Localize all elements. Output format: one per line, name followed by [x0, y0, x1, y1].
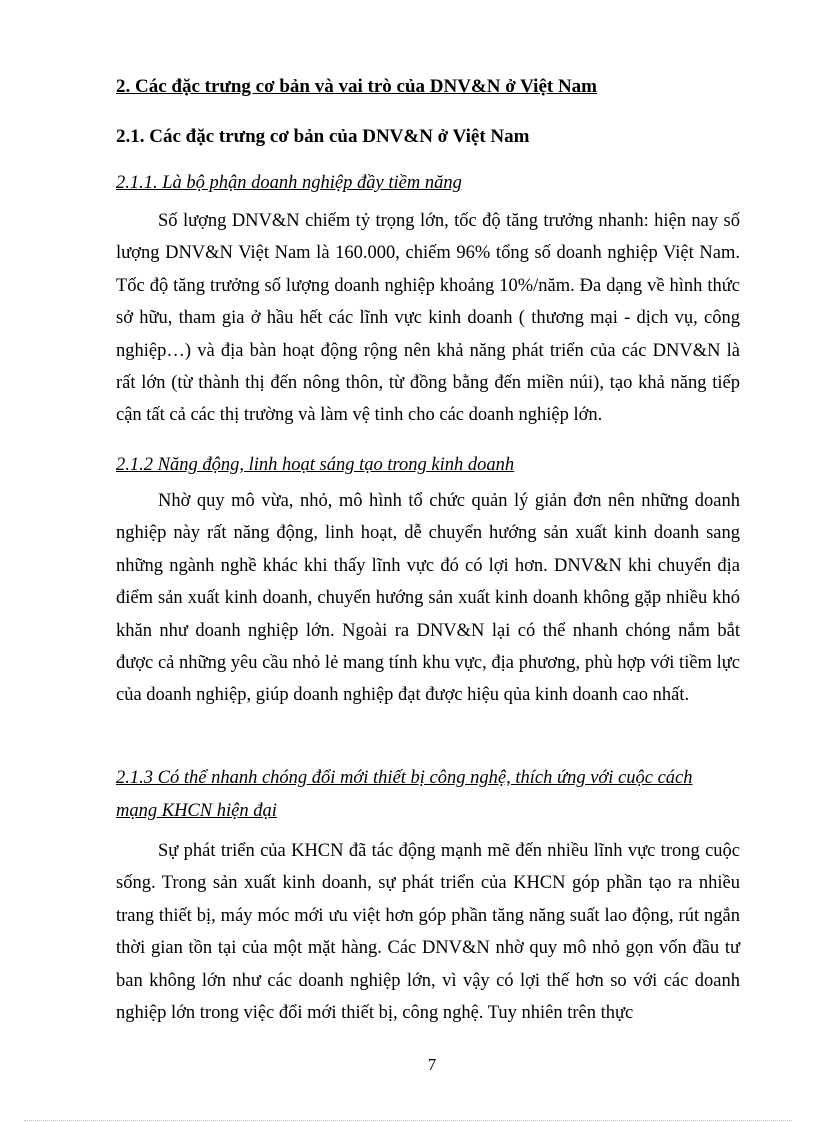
page-number: 7 [427, 1055, 437, 1074]
subsection-title-2-1-3-line1: 2.1.3 Có thể nhanh chóng đổi mới thiết bị công nghệ, thích ứng với cuộc cách [116, 768, 693, 788]
paragraph-2-1-2: Nhờ quy mô vừa, nhỏ, mô hình tổ chức quản lý giản đơn nên những doanh nghiệp này rất năng động, linh hoạt, dễ chuyển hướng sản xuất kinh doanh sang những ngành nghề khác khi thấy lĩnh vực đó có lợi hơn. DNV&N khi chuyển địa điểm sản xuất kinh doanh, chuyển hướng sản xuất kinh doanh không gặp nhiều khó khăn như doanh nghiệp lớn. Ngoài ra DNV&N lại có thể nhanh chóng nắm bắt được cả những yêu cầu nhỏ lẻ mang tính khu vực, địa phương, phù hợp với tiềm lực của doanh nghiệp, giúp doanh nghiệp đạt được hiệu qủa kinh doanh cao nhất. [116, 491, 740, 706]
subsection-title-2-1-1: 2.1.1. Là bộ phận doanh nghiệp đầy tiềm năng [116, 173, 462, 193]
page-bottom-divider [24, 1120, 792, 1121]
subsection-title-2-1-2: 2.1.2 Năng động, linh hoạt sáng tạo trong kinh doanh [116, 455, 515, 475]
subsection-heading: 2.1. Các đặc trưng cơ bản của DNV&N ở Việt Nam [116, 126, 530, 147]
paragraph-2-1-3: Sự phát triển của KHCN đã tác động mạnh mẽ đến nhiều lĩnh vực trong cuộc sống. Trong sản xuất kinh doanh, sự phát triển của KHCN góp phần tạo ra nhiều trang thiết bị, máy móc mới ưu việt hơn góp phần tăng năng suất lao động, rút ngắn thời gian tồn tại của một mặt hàng. Các DNV&N nhờ quy mô nhỏ gọn vốn đầu tư ban không lớn như các doanh nghiệp lớn, vì vậy có lợi thế hơn so với các doanh nghiệp lớn trong việc đổi mới thiết bị, công nghệ. Tuy nhiên trên thực [116, 841, 740, 1024]
paragraph-2-1-1: Số lượng DNV&N chiếm tỷ trọng lớn, tốc độ tăng trưởng nhanh: hiện nay số lượng DNV&N Việt Nam là 160.000, chiếm 96% tổng số doanh nghiệp Việt Nam. Tốc độ tăng trưởng số lượng doanh nghiệp khoảng 10%/năm. Đa dạng về hình thức sở hữu, tham gia ở hầu hết các lĩnh vực kinh doanh ( thương mại - dịch vụ, công nghiệp…) và địa bàn hoạt động rộng nên khả năng phát triển của các DNV&N là rất lớn (từ thành thị đến nông thôn, từ đồng bằng đến miền núi), tạo khả năng tiếp cận tất cả các thị trường và làm vệ tinh cho các doanh nghiệp lớn. [116, 211, 740, 426]
section-heading: 2. Các đặc trưng cơ bản và vai trò của DNV&N ở Việt Nam [116, 76, 598, 97]
subsection-title-2-1-3-line2: mạng KHCN hiện đại [116, 801, 277, 821]
